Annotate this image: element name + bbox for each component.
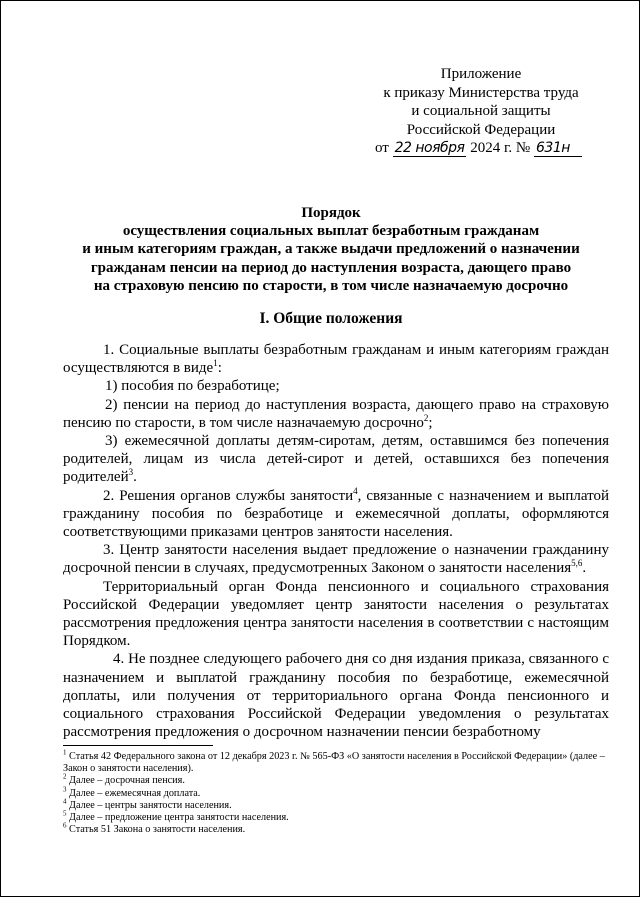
footnote-number: 1 [63, 748, 67, 757]
footnote-number: 6 [63, 821, 67, 830]
footnote-ref: 5,6 [571, 558, 583, 569]
footnote-text: Далее – центры занятости населения. [66, 799, 232, 811]
title-line: и иным категориям граждан, а также выдачи предложений о назначении [82, 241, 580, 258]
appendix-line: и социальной защиты [411, 103, 551, 119]
paragraph-4 [63, 578, 609, 651]
title-line: осуществления социальных выплат безработным гражданам [122, 223, 540, 240]
footnote [63, 797, 609, 812]
footnote-ref: 4 [353, 485, 358, 496]
footnote [63, 821, 609, 836]
list-item [63, 396, 609, 432]
title-line: Порядок [301, 205, 361, 221]
paragraph-end: : [217, 360, 222, 377]
paragraph-text: 4. Не позднее следующего рабочего дня со дня издания приказа, связанного с назначением и выплатой гражданину пособия по безработице, ежемесячной доплаты, или получения от территориального органа Фонда пенсионного и социального страхования Российской Федерации уведомления о результатах рассмотрения предложения о досрочном назначении пенсии безработному [63, 651, 609, 741]
handwritten-date: 22 ноября [394, 140, 465, 156]
handwritten-order-number: 631н [534, 141, 582, 157]
footnote-ref: 2 [423, 412, 429, 423]
appendix-header [361, 65, 601, 158]
paragraph-1 [63, 341, 609, 377]
order-date-line [361, 139, 601, 158]
list-item-text: 3) ежемесячной доплаты детям-сиротам, детям, оставшимся без попечения родителей, лицам из числа детей-сирот и детей, оставшихся без попечения родителей [63, 433, 609, 486]
list-item-text: 2) пенсии на период до наступления возраста, дающего право на страховую пенсию по старости, в том числе назначаемую досрочно [63, 396, 609, 431]
footnote-ref: 1 [213, 358, 218, 369]
footnote-number: 3 [63, 785, 67, 794]
paragraph-text: , связанные с назначением и выплатой гражданину пособия по безработице и ежемесячной доплаты, оформляются соответствующими приказами центров занятости населения. [63, 487, 609, 541]
paragraph-3 [63, 541, 609, 577]
footnote-text: Статья 51 Закона о занятости населения. [66, 824, 246, 836]
footnote-ref: 3 [128, 467, 134, 478]
section-heading: I. Общие положения [259, 310, 403, 327]
paragraph-text: 2. Решения органов службы занятости [103, 487, 354, 504]
footnote-text: Далее – ежемесячная доплата. [66, 787, 201, 799]
paragraph-text: 3. Центр занятости населения выдает предложение о назначении гражданину досрочной пенсии в случаях, предусмотренных Законом о занятости населения [63, 542, 609, 577]
footnote [63, 785, 609, 800]
paragraph-2 [63, 487, 609, 542]
footnote-number: 4 [63, 797, 67, 806]
footnote-divider [63, 745, 213, 746]
footnotes [63, 748, 609, 836]
list-item-end: . [133, 469, 137, 486]
list-item [63, 377, 609, 395]
appendix-line: Российской Федерации [406, 121, 556, 138]
appendix-line: к приказу Министерства труда [383, 84, 579, 101]
list-item-end: ; [428, 414, 433, 431]
document-title [41, 204, 621, 295]
list-item [63, 432, 609, 487]
title-line: гражданам пенсии на период до наступления возраста, дающего право [90, 259, 572, 276]
document-body [63, 341, 609, 741]
footnote-number: 5 [63, 809, 67, 818]
footnote-number: 2 [63, 773, 67, 782]
paragraph-5 [63, 650, 609, 741]
footnote-text: Далее – предложение центра занятости населения. [66, 812, 289, 824]
footnote-text: Статья 42 Федерального закона от 12 декабря 2023 г. № 565-ФЗ «О занятости населения в Российской Федерации» (далее – Закон о занятости населения). [63, 751, 605, 775]
footnote-text: Далее – досрочная пенсия. [66, 775, 185, 787]
date-prefix: от [375, 140, 389, 156]
list-item-text: 1) пособия по безработице; [105, 378, 280, 395]
paragraph-end: . [582, 560, 587, 577]
appendix-line: Приложение [440, 66, 522, 82]
footnote [63, 809, 609, 824]
title-line: на страховую пенсию по старости, в том числе назначаемую досрочно [93, 277, 569, 294]
footnote [63, 748, 609, 775]
date-year: 2024 г. № [470, 140, 531, 156]
paragraph-text: Территориальный орган Фонда пенсионного и социального страхования Российской Федерации уведомляет центр занятости населения о результатах рассмотрения предложения центра занятости населения в соответствии с настоящим Порядком. [63, 578, 609, 650]
footnote [63, 775, 609, 787]
paragraph-text: 1. Социальные выплаты безработным гражданам и иным категориям граждан осуществляются в виде [63, 342, 609, 377]
